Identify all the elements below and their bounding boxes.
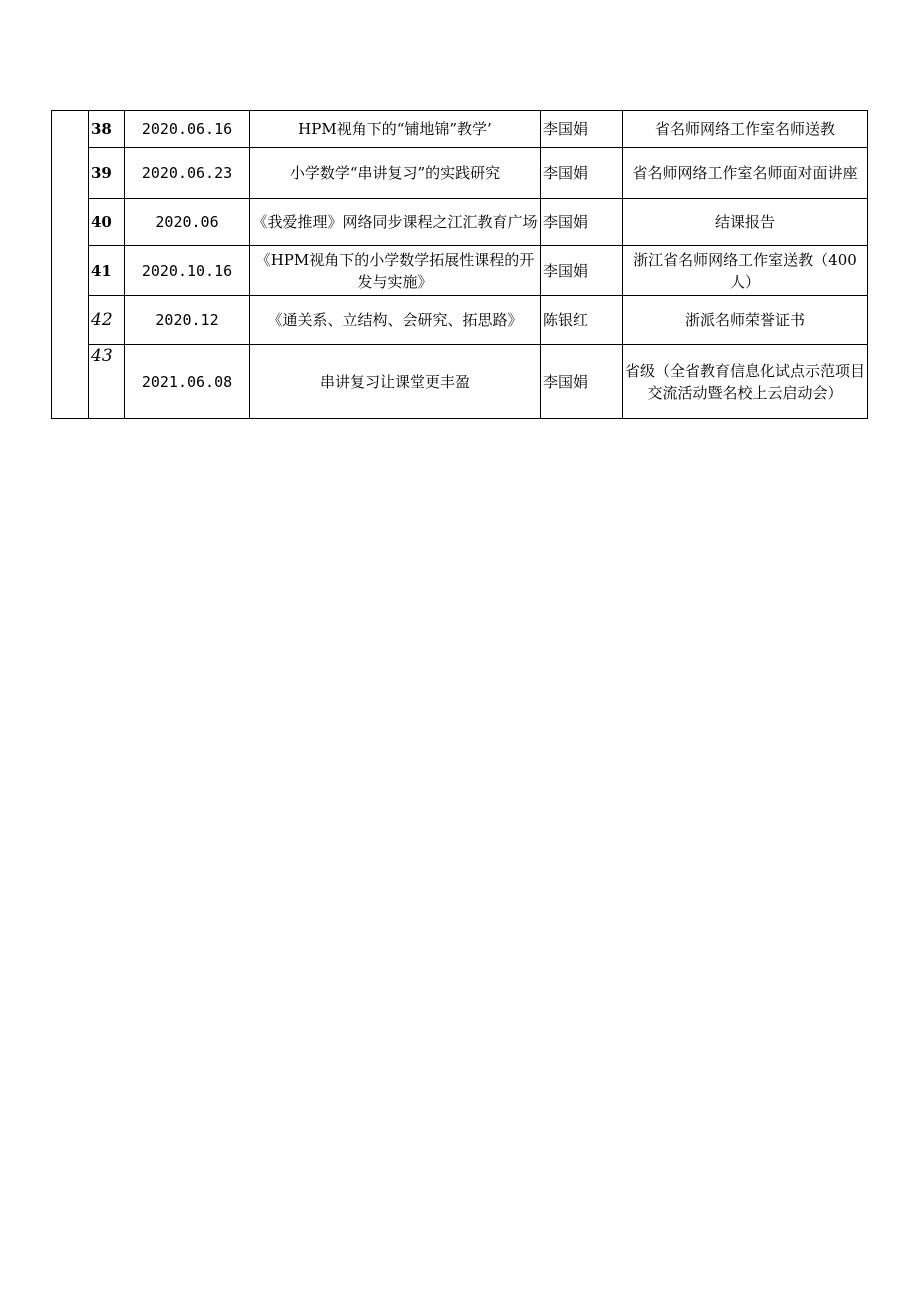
- row-number: 41: [89, 246, 125, 296]
- row-level: 浙江省名师网络工作室送教（400人）: [623, 246, 868, 296]
- row-title: HPM视角下的“铺地锦”教学’: [250, 111, 541, 148]
- row-person: 李国娟: [541, 199, 623, 246]
- row-number: 38: [89, 111, 125, 148]
- row-date: 2020.06: [125, 199, 250, 246]
- row-level: 省名师网络工作室名师面对面讲座: [623, 148, 868, 199]
- table-row: [52, 296, 868, 345]
- row-level: 结课报告: [623, 199, 868, 246]
- table-row: [52, 199, 868, 246]
- row-level: 省名师网络工作室名师送教: [623, 111, 868, 148]
- row-person: 李国娟: [541, 148, 623, 199]
- row-level: 省级（全省教育信息化试点示范项目交流活动暨名校上云启动会）: [623, 345, 868, 419]
- row-person: 李国娟: [541, 111, 623, 148]
- row-number: 42: [89, 296, 125, 345]
- table-row: [52, 246, 868, 296]
- table-row: [52, 111, 868, 148]
- records-table: [51, 110, 868, 419]
- row-person: 李国娟: [541, 345, 623, 419]
- row-title: 《HPM视角下的小学数学拓展性课程的开发与实施》: [250, 246, 541, 296]
- row-person: 陈银红: [541, 296, 623, 345]
- row-date: 2021.06.08: [125, 345, 250, 419]
- row-person: 李国娟: [541, 246, 623, 296]
- row-date: 2020.12: [125, 296, 250, 345]
- row-date: 2020.06.23: [125, 148, 250, 199]
- row-number: 39: [89, 148, 125, 199]
- category-cell: [52, 111, 89, 419]
- row-level: 浙派名师荣誉证书: [623, 296, 868, 345]
- table-row: [52, 148, 868, 199]
- row-title: 《我爱推理》网络同步课程之江汇教育广场: [250, 199, 541, 246]
- row-date: 2020.06.16: [125, 111, 250, 148]
- table-row: [52, 345, 868, 419]
- row-number: 43: [89, 345, 125, 419]
- row-title: 串讲复习让课堂更丰盈: [250, 345, 541, 419]
- row-number: 40: [89, 199, 125, 246]
- row-title: 《通关系、立结构、会研究、拓思路》: [250, 296, 541, 345]
- row-date: 2020.10.16: [125, 246, 250, 296]
- row-title: 小学数学“串讲复习”的实践研究: [250, 148, 541, 199]
